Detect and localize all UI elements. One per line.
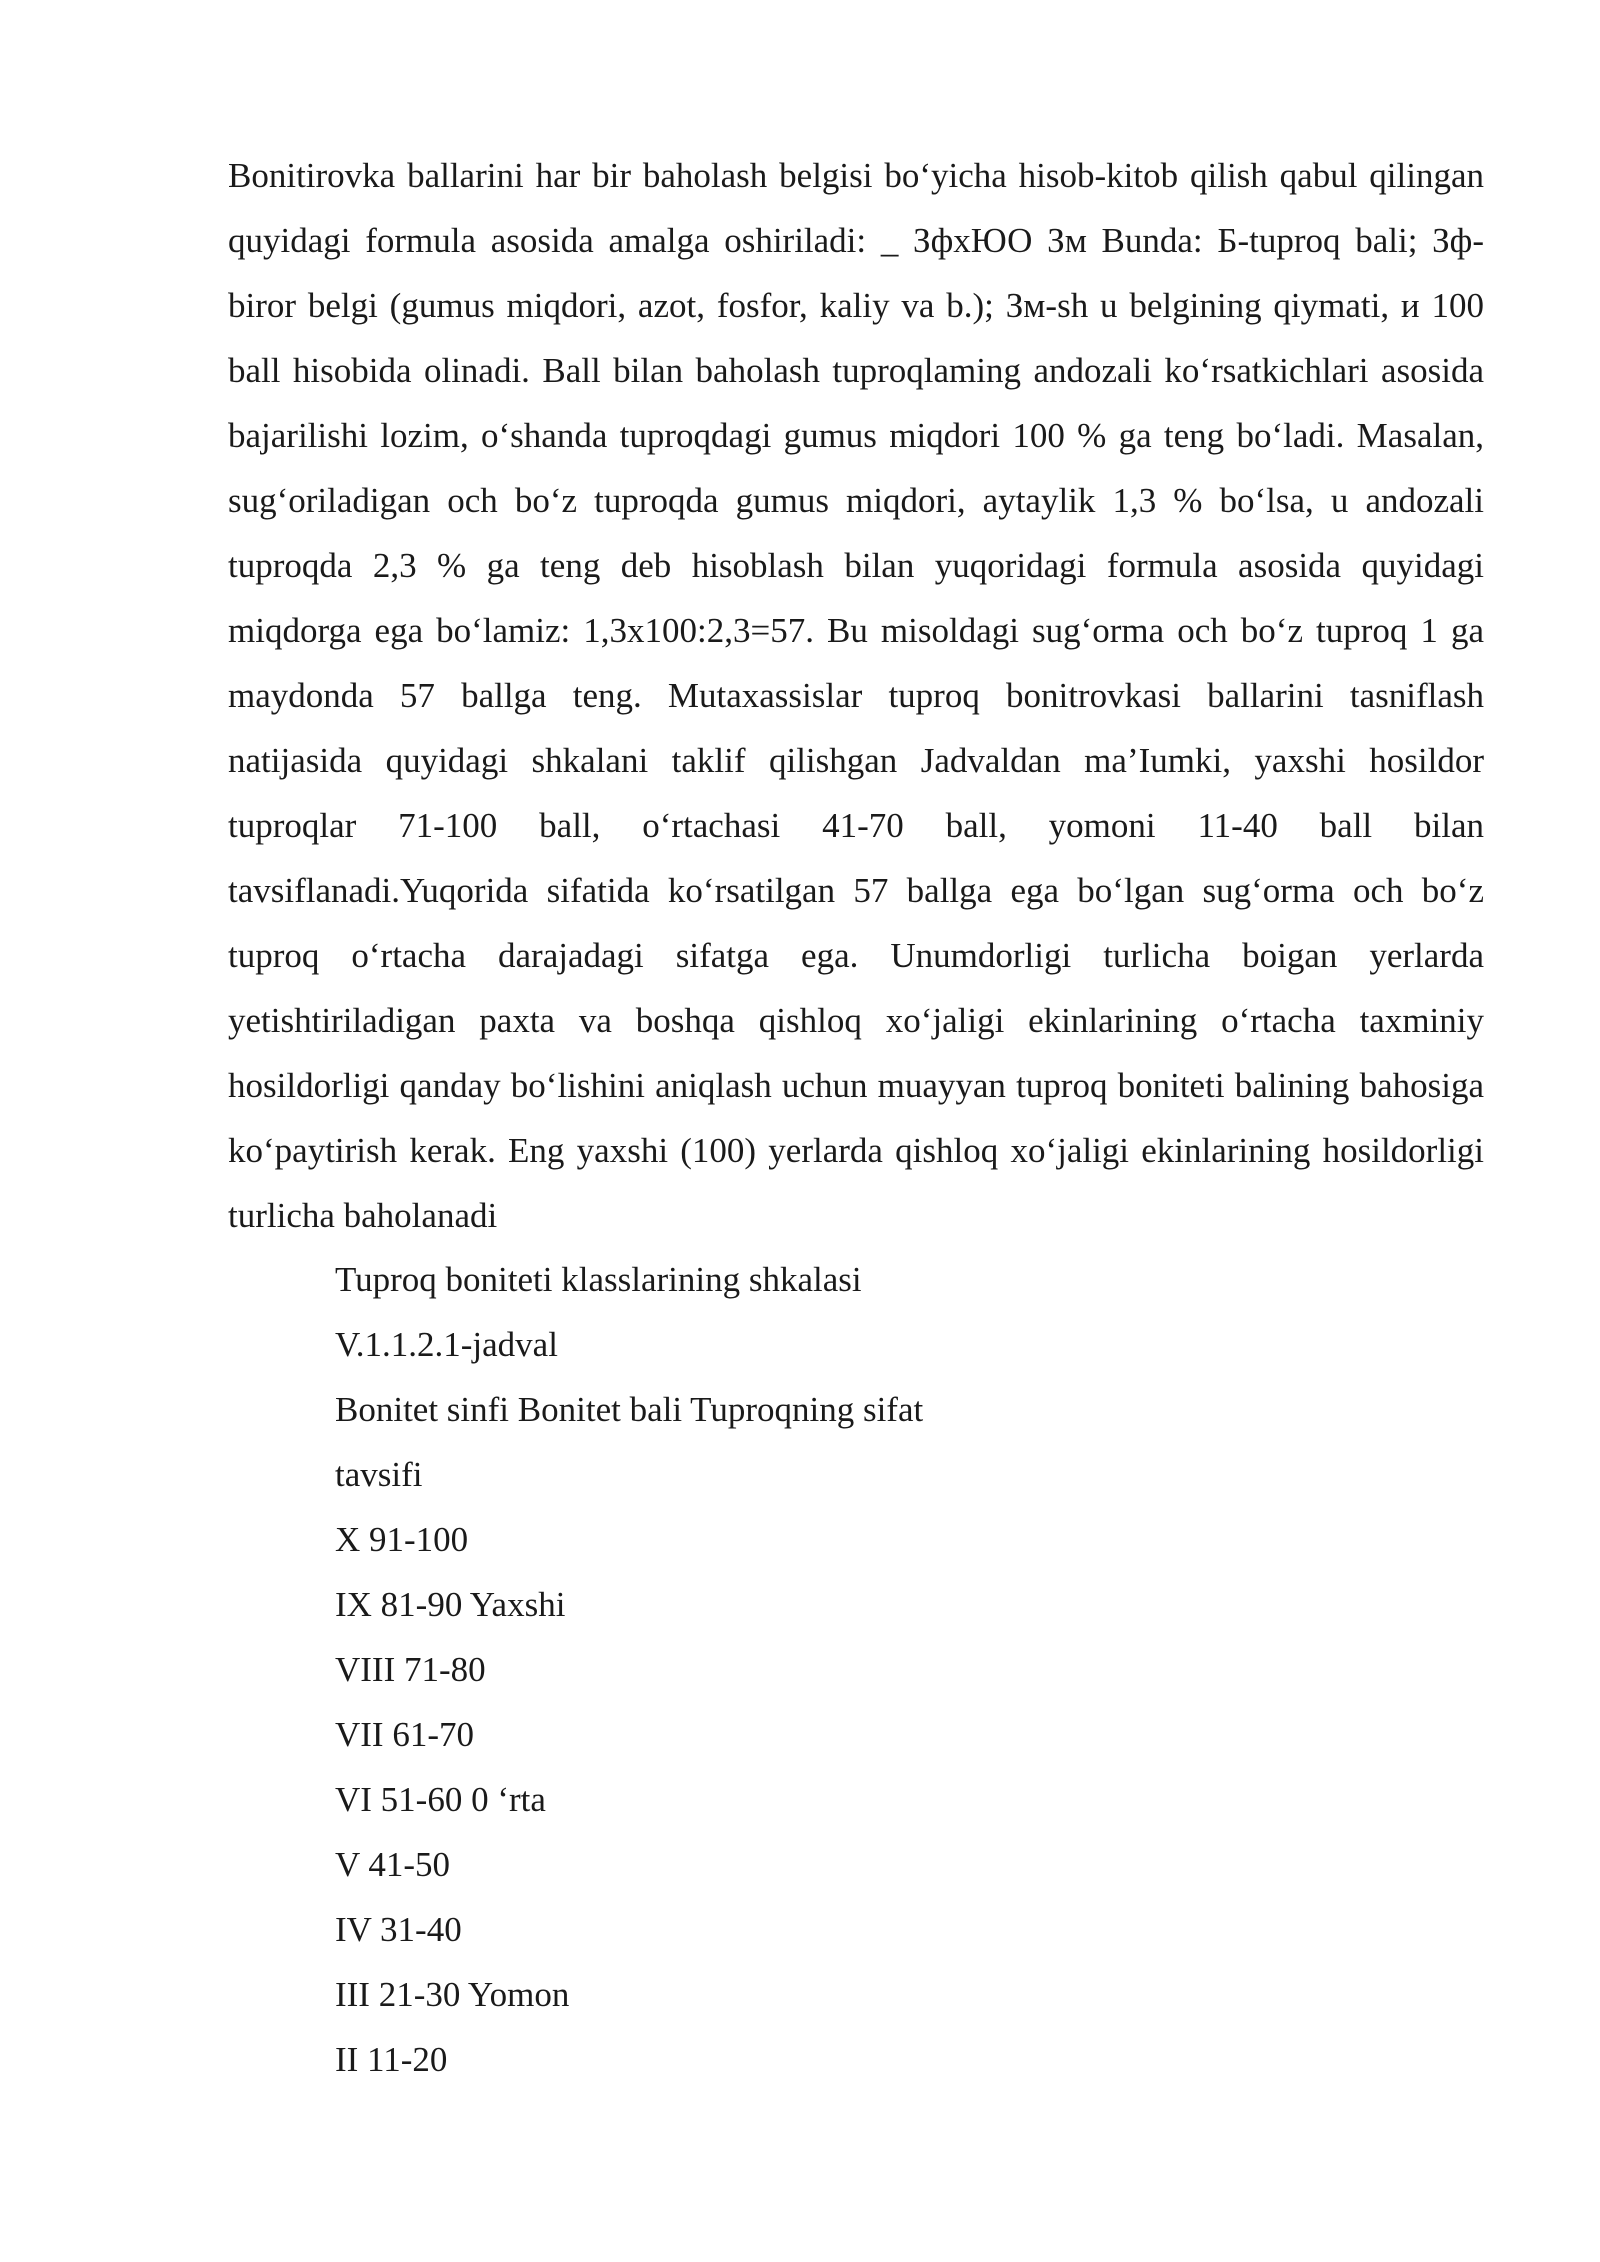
table-row: VI 51-60 0 ‘rta (335, 1780, 546, 1819)
table-row: IV 31-40 (335, 1910, 462, 1949)
bonitet-scale-table (335, 1247, 1485, 2092)
table-row: II 11-20 (335, 2040, 448, 2079)
table-number: V.1.1.2.1-jadval (335, 1325, 558, 1364)
table-row: V 41-50 (335, 1845, 451, 1884)
table-header: Bonitet sinfi Bonitet bali Tuproqning sifat (335, 1390, 924, 1429)
table-row: X 91-100 (335, 1520, 469, 1559)
table-row: IX 81-90 Yaxshi (335, 1585, 566, 1624)
table-header-continued: tavsifi (335, 1455, 423, 1494)
table-row: III 21-30 Yomon (335, 1975, 570, 2014)
table-title: Tuproq boniteti klasslarining shkalasi (335, 1260, 862, 1299)
body-paragraph: Bonitirovka ballarini har bir baholash belgisi bo‘yicha hisob-kitob qilish qabul qilingan quyidagi formula asosida amalga oshiriladi: _ ЗфхЮО Зм Bunda: Б-tuproq bali; Зф-biror belgi (gumus miqdori, azot, fosfor, kaliy va b.); Зм-sh u belgining qiymati, и 100 ball hisobida olinadi. Ball bilan baholash tuproqlaming andozali ko‘rsatkichlari asosida bajarilishi lozim, o‘shanda tuproqdagi gumus miqdori 100 % ga teng bo‘ladi. Masalan, sug‘oriladigan och bo‘z tuproqda gumus miqdori, aytaylik 1,3 % bo‘lsa, u andozali tuproqda 2,3 % ga teng deb hisoblash bilan yuqoridagi formula asosida quyidagi miqdorga ega bo‘lamiz: 1,3x100:2,3=57. Bu misoldagi sug‘orma och bo‘z tuproq 1 ga maydonda 57 ballga teng. Mutaxassislar tuproq bonitrovkasi ballarini tasniflash natijasida quyidagi shkalani taklif qilishgan Jadvaldan ma’Iumki, yaxshi hosildor tuproqlar 71-100 ball, o‘rtachasi 41-70 ball, yomoni 11-40 ball bilan tavsiflanadi.Yuqorida sifatida ko‘rsatilgan 57 ballga ega bo‘lgan sug‘orma och bo‘z tuproq o‘rtacha darajadagi sifatga ega. Unumdorligi turlicha boigan yerlarda yetishtiriladigan paxta va boshqa qishloq xo‘jaligi ekinlarining o‘rtacha taxminiy hosildorligi qanday bo‘lishini aniqlash uchun muayyan tuproq boniteti balining bahosiga ko‘paytirish kerak. Eng yaxshi (100) yerlarda qishloq xo‘jaligi ekinlarining hosildorligi turlicha baholanadi (228, 156, 1484, 1235)
table-row: VII 61-70 (335, 1715, 474, 1754)
table-row: VIII 71-80 (335, 1650, 486, 1689)
